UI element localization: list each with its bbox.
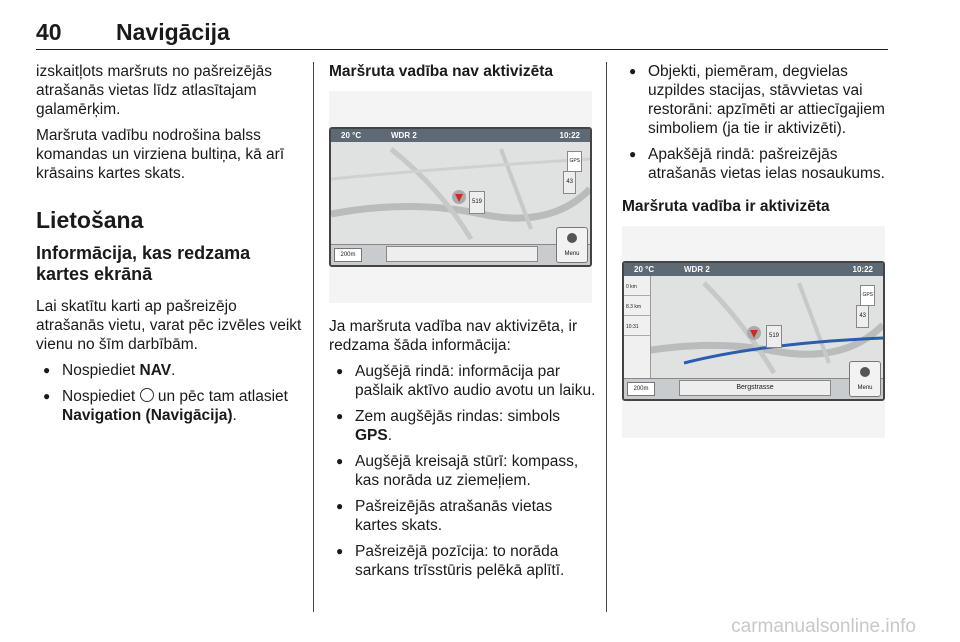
column-divider-2 [606,62,607,612]
list-item: ● Pašreizējās atrašanās vietas kartes skats. [329,497,597,535]
scale-indicator: 200m [627,382,655,396]
menu-button[interactable]: Menu [556,227,588,263]
status-bar [624,263,883,276]
paragraph: Ja maršruta vadība nav aktivizēta, ir redzama šāda informācija: [329,318,578,354]
footer-watermark: carmanualsonline.info [731,616,916,637]
subsection-heading: Maršruta vadība ir aktivizēta [622,198,830,215]
clock: 10:22 [852,265,873,274]
column-1 [36,62,304,432]
menu-icon [860,367,870,377]
turn-distance: 0 km [624,276,650,296]
route-info-panel [624,276,651,379]
road-label: 519 [469,191,485,214]
column-3 [622,62,888,452]
gps-symbol: GPS [860,285,875,306]
status-bar [331,129,590,142]
page-number: 40 [36,19,62,45]
menu-item-label: Navigation (Navigācija) [62,407,233,424]
road-label: 519 [766,325,782,348]
paragraph: Maršruta vadību nodrošina balss komandas un virziena bultiņa, kā arī krāsains kartes skats. [36,127,285,182]
road-label: 43 [563,171,576,194]
audio-source: WDR 2 [391,131,417,140]
menu-button[interactable]: Menu [849,361,881,397]
list-item: ● Augšējā kreisajā stūrī: kompass, kas norāda uz ziemeļiem. [329,452,597,490]
paragraph: Lai skatītu karti ap pašreizējo atrašanās vietu, varat pēc izvēles veikt vienu no šīm darbībām. [36,298,302,353]
nav-key-label: NAV [139,362,172,379]
street-name-field: Bergstrasse [679,380,831,396]
bottom-bar [331,244,590,265]
column-divider-1 [313,62,314,612]
gps-symbol: GPS [567,151,582,172]
list-item: ● Objekti, piemēram, degvielas uzpildes stacijas, stāvvietas vai restorāni: apzīmēti ar attiecīgajiem simboliem (ja tie ir aktivizēti). [622,62,888,138]
home-icon [140,388,154,402]
subsection-heading: Informācija, kas redzama kartes ekrānā [36,243,251,284]
page-title: Navigācija [116,19,230,45]
map-screen [622,261,885,401]
street-name-field [386,246,538,262]
list-item: ● Apakšējā rindā: pašreizējās atrašanās vietas ielas nosaukums. [622,145,888,183]
page-header [0,0,960,52]
map-figure-1 [329,91,592,303]
menu-icon [567,233,577,243]
paragraph: izskaitļots maršruts no pašreizējās atrašanās vietas līdz atlasītajam galamērķim. [36,63,273,118]
temperature: 20 °C [634,265,655,274]
temperature: 20 °C [341,131,362,140]
list-item: ● Pašreizējā pozīcija: to norāda sarkans trīsstūris pelēkā aplītī. [329,542,597,580]
remaining-distance: 8.3 km [624,296,650,316]
road-label: 43 [856,305,869,328]
audio-source: WDR 2 [684,265,710,274]
list-item: ● Nospiediet un pēc tam atlasiet Navigation (Navigācija). [36,387,304,425]
bottom-bar [624,378,883,399]
header-rule [36,49,888,50]
list-item: ● Augšējā rindā: informācija par pašlaik aktīvo audio avotu un laiku. [329,362,597,400]
bullet-list [36,361,304,425]
bullet-list [622,62,888,183]
list-item: ● Nospiediet NAV. [36,361,304,380]
column-2 [329,62,597,587]
bullet-list [329,362,597,580]
map-screen [329,127,592,267]
subsection-heading: Maršruta vadība nav aktivizēta [329,63,553,80]
section-heading: Lietošana [36,207,144,233]
scale-indicator: 200m [334,248,362,262]
map-figure-2 [622,226,885,438]
list-item: ● Zem augšējās rindas: simbols GPS. [329,407,597,445]
clock: 10:22 [559,131,580,140]
arrival-time: 10:31 [624,316,650,336]
